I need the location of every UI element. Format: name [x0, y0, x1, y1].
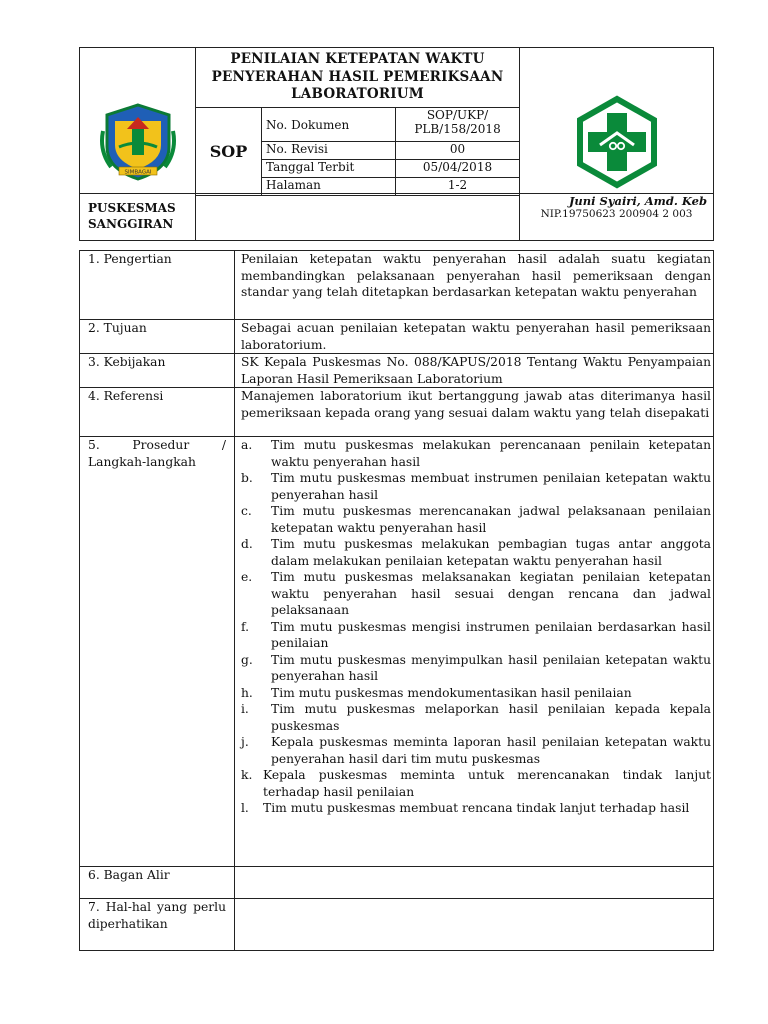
procedure-step-text: Tim mutu puskesmas mendokumentasikan hasil penilaian: [271, 685, 632, 700]
procedure-step-marker: h.: [241, 685, 253, 700]
procedure-step: [241, 470, 711, 503]
section-text-kebijakan: SK Kepala Puskesmas No. 088/KAPUS/2018 Tentang Waktu Penyampaian Laporan Hasil Pemeriksaan Laboratorium: [235, 354, 714, 388]
procedure-step-marker: l.: [241, 801, 249, 815]
procedure-step-text: Tim mutu puskesmas mengisi instrumen penilaian berdasarkan hasil penilaian: [271, 619, 711, 650]
procedure-step-marker: g.: [241, 652, 253, 667]
signer-name: Juni Syairi, Amd. Keb: [568, 194, 707, 208]
procedure-step: [241, 652, 711, 685]
puskesmas-logo-icon: [570, 95, 664, 189]
section-label-referensi: 4. Referensi: [80, 388, 235, 437]
procedure-step: [241, 619, 711, 652]
puskesmas-name: PUSKESMAS SANGGIRAN: [80, 194, 196, 241]
section-text-referensi: Manajemen laboratorium ikut bertanggung jawab atas diterimanya hasil pemeriksaan kepada orang yang sesuai dalam waktu yang telah disepakati: [235, 388, 714, 437]
procedure-step-marker: a.: [241, 438, 253, 452]
procedure-step-marker: i.: [241, 702, 249, 716]
procedure-step: [241, 503, 711, 536]
page-label: Halaman: [262, 178, 396, 196]
doc-number-label: No. Dokumen: [262, 108, 396, 142]
section-text-tujuan: Sebagai acuan penilaian ketepatan waktu penyerahan hasil pemeriksaan laboratorium.: [235, 320, 714, 354]
section-label-prosedur: 5. Prosedur / Langkah-langkah: [80, 437, 235, 867]
procedure-step-text: Kepala puskesmas meminta untuk merencanakan tindak lanjut terhadap hasil penilaian: [263, 768, 711, 799]
signer-nip: NIP.19750623 200904 2 003: [540, 208, 693, 220]
regency-emblem-icon: [97, 101, 179, 183]
page-value: 1-2: [396, 178, 520, 196]
procedure-step: [241, 685, 711, 702]
signer-block: [520, 194, 714, 241]
procedure-step-text: Tim mutu puskesmas membuat rencana tindak lanjut terhadap hasil: [263, 801, 690, 815]
section-label-tujuan: 2. Tujuan: [80, 320, 235, 354]
procedure-step-marker: d.: [241, 537, 253, 551]
procedure-step: [241, 800, 711, 817]
section-text-hal: [235, 899, 714, 951]
emblem-banner-text: SIMBAGAI: [124, 169, 151, 176]
procedure-step-marker: j.: [241, 735, 249, 749]
procedure-step-marker: e.: [241, 570, 253, 584]
section-label-pengertian: 1. Pengertian: [80, 251, 235, 320]
section-label-hal: 7. Hal-hal yang perlu diperhatikan: [80, 899, 235, 951]
procedure-step: [241, 767, 711, 800]
procedure-step-marker: c.: [241, 504, 252, 518]
section-label-kebijakan: 3. Kebijakan: [80, 354, 235, 388]
procedure-step: [241, 437, 711, 470]
procedure-step-text: Tim mutu puskesmas melakukan perencanaan penilain ketepatan waktu penyerahan hasil: [271, 438, 711, 469]
procedure-step-text: Kepala puskesmas meminta laporan hasil penilaian ketepatan waktu penyerahan hasil dari tim mutu puskesmas: [271, 735, 711, 766]
procedure-step: [241, 536, 711, 569]
sop-body-table: [79, 250, 714, 951]
section-label-bagan: 6. Bagan Alir: [80, 867, 235, 899]
procedure-step-text: Tim mutu puskesmas membuat instrumen penilaian ketepatan waktu penyerahan hasil: [271, 471, 711, 502]
procedure-step: [241, 569, 711, 619]
procedure-step-marker: b.: [241, 471, 253, 485]
revision-value: 00: [396, 142, 520, 160]
procedure-step-text: Tim mutu puskesmas melaksanakan kegiatan penilaian ketepatan waktu penyerahan hasil sesuai dengan rencana dan jadwal pelaksanaan: [271, 570, 711, 617]
procedure-step: [241, 701, 711, 734]
header-footer-strip: [79, 193, 714, 241]
revision-label: No. Revisi: [262, 142, 396, 160]
procedure-step-text: Tim mutu puskesmas melakukan pembagian tugas antar anggota dalam melakukan penilaian ketepatan waktu penyerahan hasil: [271, 537, 711, 568]
procedure-step-text: Tim mutu puskesmas melaporkan hasil penilaian kepada kepala puskesmas: [271, 702, 711, 733]
procedure-step: [241, 734, 711, 767]
procedure-step-text: Tim mutu puskesmas merencanakan jadwal pelaksanaan penilaian ketepatan waktu penyerahan hasil: [271, 504, 711, 535]
procedure-step-marker: f.: [241, 619, 250, 634]
document-title: PENILAIAN KETEPATAN WAKTU PENYERAHAN HASIL PEMERIKSAAN LABORATORIUM: [196, 48, 520, 108]
doc-number-value: SOP/UKP/ PLB/158/2018: [396, 108, 520, 142]
header-blank-cell: [196, 194, 520, 241]
section-steps-prosedur: [235, 437, 714, 867]
procedure-step-marker: k.: [241, 768, 253, 782]
section-text-pengertian: Penilaian ketepatan waktu penyerahan hasil adalah suatu kegiatan membandingkan pelaksanaan penyerahan hasil pemeriksaan dengan standar yang telah ditetapkan berdasarkan ketepatan waktu penyerahan: [235, 251, 714, 320]
issue-date-value: 05/04/2018: [396, 160, 520, 178]
sop-label: SOP: [196, 108, 262, 196]
section-text-bagan: [235, 867, 714, 899]
procedure-step-list: [241, 437, 711, 817]
issue-date-label: Tanggal Terbit: [262, 160, 396, 178]
procedure-step-text: Tim mutu puskesmas menyimpulkan hasil penilaian ketepatan waktu penyerahan hasil: [271, 652, 711, 683]
